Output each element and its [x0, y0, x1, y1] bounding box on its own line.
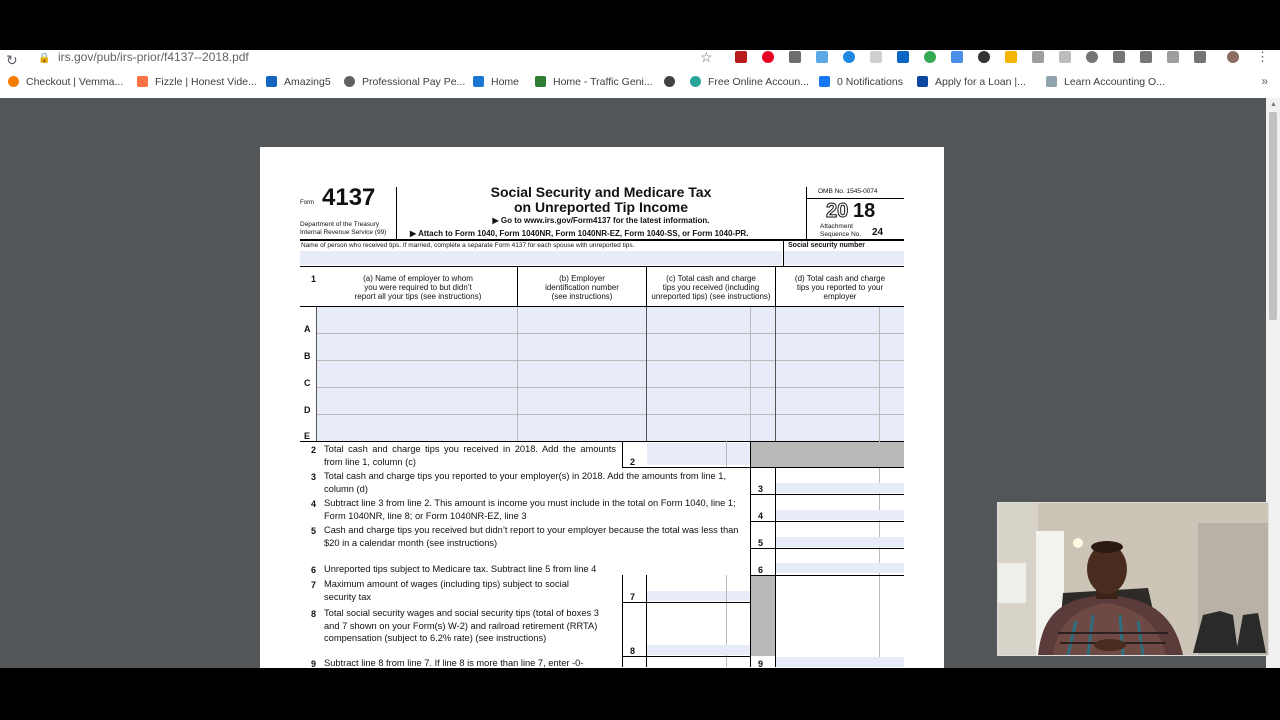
row-letter: D	[304, 405, 311, 415]
col-c-header: (c) Total cash and charge	[666, 274, 756, 283]
col-divider	[646, 307, 647, 441]
globe-icon	[344, 76, 355, 87]
form-title-line1: Social Security and Medicare Tax	[490, 184, 712, 200]
cents-divider	[879, 307, 880, 441]
line5-amount-field[interactable]	[776, 537, 904, 547]
extension-icon[interactable]	[1140, 51, 1152, 63]
top-black-bar	[0, 0, 1280, 50]
bookmark-favicon-icon	[690, 76, 701, 87]
extension-icon[interactable]	[1113, 51, 1125, 63]
bookmark-label: Free Online Accoun...	[708, 76, 809, 88]
bookmark-label: Checkout | Vemma...	[26, 76, 124, 88]
bookmark-item[interactable]	[344, 74, 465, 90]
line1-number: 1	[311, 274, 317, 284]
line9-number: 9	[311, 659, 317, 668]
line7-number: 7	[311, 580, 317, 590]
name-field[interactable]	[300, 251, 782, 265]
bookmark-favicon-icon	[473, 76, 484, 87]
bookmarks-bar	[0, 74, 1280, 94]
omb-number: OMB No. 1545-0074	[818, 188, 878, 195]
bookmark-favicon-icon	[1046, 76, 1057, 87]
bookmark-star-icon[interactable]: ☆	[700, 49, 713, 65]
line6-amount-field[interactable]	[776, 563, 904, 573]
amount-col-divider	[775, 441, 776, 667]
pdf-extension-icon[interactable]	[735, 51, 747, 63]
line2-rule	[622, 467, 904, 468]
col-d-header: tips you reported to your	[796, 283, 884, 292]
row-letter: C	[304, 378, 311, 388]
line5-text: Cash and charge tips you received but didn’t report to your employer because the total was less than $20 in a calendar month (see instructions)	[324, 525, 739, 548]
line9-box-number: 9	[758, 659, 764, 668]
col-b-header: identification number	[545, 283, 619, 292]
ssn-divider	[783, 241, 784, 266]
presenter-video-frame	[998, 503, 1268, 655]
ssn-label: Social security number	[788, 242, 866, 249]
row-divider	[317, 333, 904, 334]
col-a-header: (a) Name of employer to whom	[363, 274, 473, 283]
address-bar	[0, 50, 1280, 72]
form-title-line2: on Unreported Tip Income	[514, 199, 688, 215]
bookmark-favicon-icon	[8, 76, 19, 87]
bookmark-item[interactable]	[137, 74, 257, 90]
omb-divider	[806, 198, 904, 199]
line9-amount-field[interactable]	[776, 657, 904, 667]
extension-icon[interactable]	[1167, 51, 1179, 63]
bookmark-label: Home	[491, 76, 520, 88]
line2-box-left	[622, 441, 623, 467]
extension-icon[interactable]	[924, 51, 936, 63]
line7-amount-field[interactable]	[647, 591, 750, 601]
col-a-header: you were required to but didn’t	[364, 283, 472, 292]
bookmark-favicon-icon	[137, 76, 148, 87]
header-divider	[396, 187, 397, 239]
line2-number: 2	[311, 445, 317, 455]
line2-shaded	[751, 442, 904, 467]
extension-icon[interactable]	[870, 51, 882, 63]
form-number: 4137	[322, 184, 376, 211]
cents-divider	[879, 441, 880, 667]
line4-box-number: 4	[758, 511, 764, 521]
scroll-up-icon[interactable]: ▲	[1270, 101, 1277, 108]
line8-text: Total social security wages and social security tips (total of boxes 3 and 7 shown on your Form(s) W-2) and railroad retirement (RRTA) compensation (subject to 6.2% rate) (see instructions)	[324, 608, 599, 643]
bookmark-label: Professional Pay Pe...	[362, 76, 466, 88]
line3-number: 3	[311, 472, 317, 482]
line7-rule	[622, 602, 750, 603]
dept-line1: Department of the Treasury	[300, 221, 380, 228]
extension-icon[interactable]	[1005, 51, 1017, 63]
ssn-field[interactable]	[784, 251, 904, 265]
bookmark-label: Fizzle | Honest Vide...	[155, 76, 257, 88]
line3-box-number: 3	[758, 484, 764, 494]
extension-icon[interactable]	[951, 51, 963, 63]
col-divider	[517, 266, 518, 306]
bookmark-item[interactable]	[1046, 74, 1165, 90]
bottom-black-bar	[0, 668, 1280, 720]
line4-text: Subtract line 3 from line 2. This amount is income you must include in the total on Form 1040, line 1; Form 1040NR, line 8; or Form 1040NR-EZ, line 3	[324, 498, 736, 521]
bookmark-label: Amazing5	[284, 76, 331, 88]
linkedin-icon[interactable]	[897, 51, 909, 63]
line4-number: 4	[311, 499, 317, 509]
attach-instruction: ▶ Attach to Form 1040, Form 1040NR, Form 1040NR-EZ, Form 1040-SS, or Form 1040-PR.	[410, 229, 749, 238]
row-letter: E	[304, 431, 311, 441]
bookmark-item[interactable]	[8, 74, 123, 90]
col-b-header: (b) Employer	[559, 274, 605, 283]
pdf-page	[260, 147, 944, 668]
bookmark-label: 0 Notifications	[837, 76, 903, 88]
pinterest-icon[interactable]	[762, 51, 774, 63]
line5-number: 5	[311, 526, 317, 536]
webcam-overlay	[997, 502, 1269, 656]
row-letter: B	[304, 351, 311, 361]
bookmark-label: Learn Accounting O...	[1064, 76, 1165, 88]
line7-box-left	[622, 575, 623, 667]
extension-icon[interactable]	[1194, 51, 1206, 63]
profile-avatar[interactable]	[1227, 51, 1239, 63]
bookmark-favicon-icon	[266, 76, 277, 87]
browser-menu-icon[interactable]: ⋮	[1256, 49, 1269, 64]
facebook-icon	[819, 76, 830, 87]
bookmark-item[interactable]	[664, 74, 682, 90]
bookmark-label: Apply for a Loan |...	[935, 76, 1026, 88]
bookmark-item[interactable]	[917, 74, 1026, 90]
form-word: Form	[300, 200, 314, 206]
line8-box-number: 8	[630, 646, 636, 656]
dept-line2: Internal Revenue Service (99)	[300, 229, 387, 236]
line6-number: 6	[311, 565, 317, 575]
col-divider	[775, 266, 776, 306]
goto-instruction: ▶ Go to www.irs.gov/Form4137 for the latest information.	[492, 216, 710, 225]
row-divider	[317, 387, 904, 388]
extension-icon[interactable]	[816, 51, 828, 63]
extension-icon[interactable]	[978, 51, 990, 63]
line5-rule	[750, 548, 904, 549]
extension-icon[interactable]	[1032, 51, 1044, 63]
bookmark-favicon-icon	[535, 76, 546, 87]
browser-chrome	[0, 50, 1280, 99]
globe-icon	[664, 76, 675, 87]
line2-text: Total cash and charge tips you received in 2018. Add the amounts from line 1, column (c)	[324, 444, 616, 467]
line9-text: Subtract line 8 from line 7. If line 8 is more than line 7, enter -0-	[324, 658, 584, 668]
reload-icon[interactable]: ↻	[6, 52, 18, 68]
name-label: Name of person who received tips. If married, complete a separate Form 4137 for each spouse with unreported tips.	[301, 242, 635, 249]
bookmark-item[interactable]	[819, 74, 903, 90]
col-b-header: (see instructions)	[551, 292, 613, 301]
line3-amount-field[interactable]	[776, 483, 904, 493]
attachment-label: Attachment	[820, 223, 853, 230]
bookmark-item[interactable]	[535, 74, 653, 90]
cents-divider	[726, 441, 727, 467]
line6-text: Unreported tips subject to Medicare tax. Subtract line 5 from line 4	[324, 564, 597, 574]
header-rule	[300, 239, 904, 241]
extension-icon[interactable]	[1059, 51, 1071, 63]
row-divider	[317, 360, 904, 361]
line6-box-number: 6	[758, 565, 764, 575]
line7-8-shaded	[751, 576, 775, 656]
line8-rule	[622, 656, 750, 657]
line4-rule	[750, 521, 904, 522]
name-rule	[300, 266, 904, 267]
bookmark-item[interactable]	[690, 74, 809, 90]
col-c-header: unreported tips) (see instructions)	[651, 292, 771, 301]
extension-icon[interactable]	[789, 51, 801, 63]
scrollbar-thumb[interactable]	[1269, 112, 1277, 320]
row-letter: A	[304, 324, 311, 334]
search-icon[interactable]	[1086, 51, 1098, 63]
line5-box-number: 5	[758, 538, 764, 548]
cents-divider	[750, 307, 751, 441]
line7-text: Maximum amount of wages (including tips) subject to social security tax	[324, 579, 569, 602]
lock-icon[interactable]: 🔒	[38, 53, 51, 64]
line3-text: Total cash and charge tips you reported to your employer(s) in 2018. Add the amounts from line 1, column (d)	[324, 471, 727, 494]
line4-amount-field[interactable]	[776, 510, 904, 520]
line3-rule	[750, 494, 904, 495]
line1-table-fields[interactable]	[317, 307, 904, 441]
bookmark-label: Home - Traffic Geni...	[553, 76, 653, 88]
col-divider	[517, 307, 518, 441]
extension-icon[interactable]	[843, 51, 855, 63]
col-divider	[775, 307, 776, 441]
bookmark-item[interactable]	[266, 74, 331, 90]
letter-col-divider	[316, 307, 317, 441]
line8-number: 8	[311, 609, 317, 619]
col-d-header: (d) Total cash and charge	[794, 274, 886, 283]
url-text[interactable]: irs.gov/pub/irs-prior/f4137--2018.pdf	[58, 50, 249, 64]
line2-box-number: 2	[630, 457, 636, 467]
bookmark-item[interactable]	[473, 74, 519, 90]
bookmark-favicon-icon	[917, 76, 928, 87]
sequence-label: Sequence No.	[820, 231, 862, 238]
row-divider	[317, 414, 904, 415]
year-bold: 18	[853, 200, 876, 222]
col-divider	[646, 266, 647, 306]
line8-amount-field[interactable]	[647, 645, 750, 655]
sequence-number: 24	[872, 227, 884, 238]
line7-box-number: 7	[630, 592, 636, 602]
header-divider	[806, 187, 807, 239]
line2-amount-field[interactable]	[647, 443, 750, 465]
year-outline: 20	[826, 200, 849, 222]
col-a-header: report all your tips (see instructions)	[354, 292, 482, 301]
chevron-double-right-icon[interactable]: »	[1261, 74, 1268, 88]
col-d-header: employer	[823, 292, 857, 301]
col-c-header: tips you received (including	[662, 283, 760, 292]
